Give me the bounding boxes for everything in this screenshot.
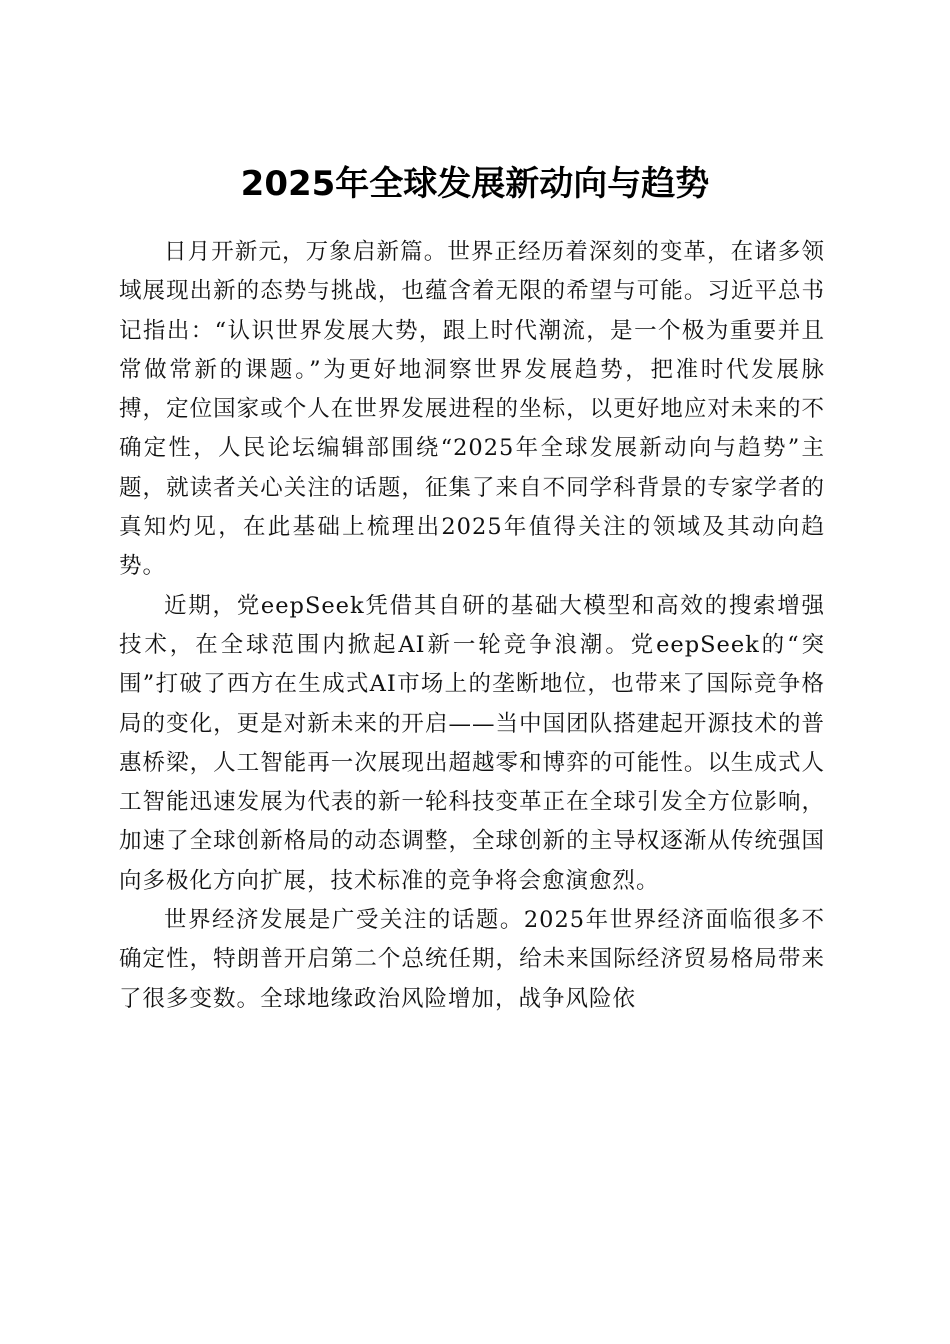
document-body [119, 233, 825, 1019]
paragraph-ai-competition: 近期，党eepSeek凭借其自研的基础大模型和高效的搜索增强技术，在全球范围内掀起AI新一轮竞争浪潮。党eepSeek的“突围”打破了西方在生成式AI市场上的垄断地位，也带来了国际竞争格局的变化，更是对新未来的开启——当中国团队搭建起开源技术的普惠桥梁，人工智能再一次展现出超越零和博弈的可能性。以生成式人工智能迅速发展为代表的新一轮科技变革正在全球引发全方位影响，加速了全球创新格局的动态调整，全球创新的主导权逐渐从传统强国向多极化方向扩展，技术标准的竞争将会愈演愈烈。 [119, 592, 825, 894]
document-title: 2025年全球发展新动向与趋势 [240, 163, 710, 204]
paragraph-intro: 日月开新元，万象启新篇。世界正经历着深刻的变革，在诸多领域展现出新的态势与挑战，也蕴含着无限的希望与可能。习近平总书记指出：“认识世界发展大势，跟上时代潮流，是一个极为重要并且常做常新的课题。”为更好地洞察世界发展趋势，把准时代发展脉搏，定位国家或个人在世界发展进程的坐标，以更好地应对未来的不确定性，人民论坛编辑部围绕“2025年全球发展新动向与趋势”主题，就读者关心关注的话题，征集了来自不同学科背景的专家学者的真知灼见，在此基础上梳理出2025年值得关注的领域及其动向趋势。 [119, 239, 825, 580]
paragraph-world-economy: 世界经济发展是广受关注的话题。2025年世界经济面临很多不确定性，特朗普开启第二个总统任期，给未来国际经济贸易格局带来了很多变数。全球地缘政治风险增加，战争风险依 [119, 907, 825, 1012]
